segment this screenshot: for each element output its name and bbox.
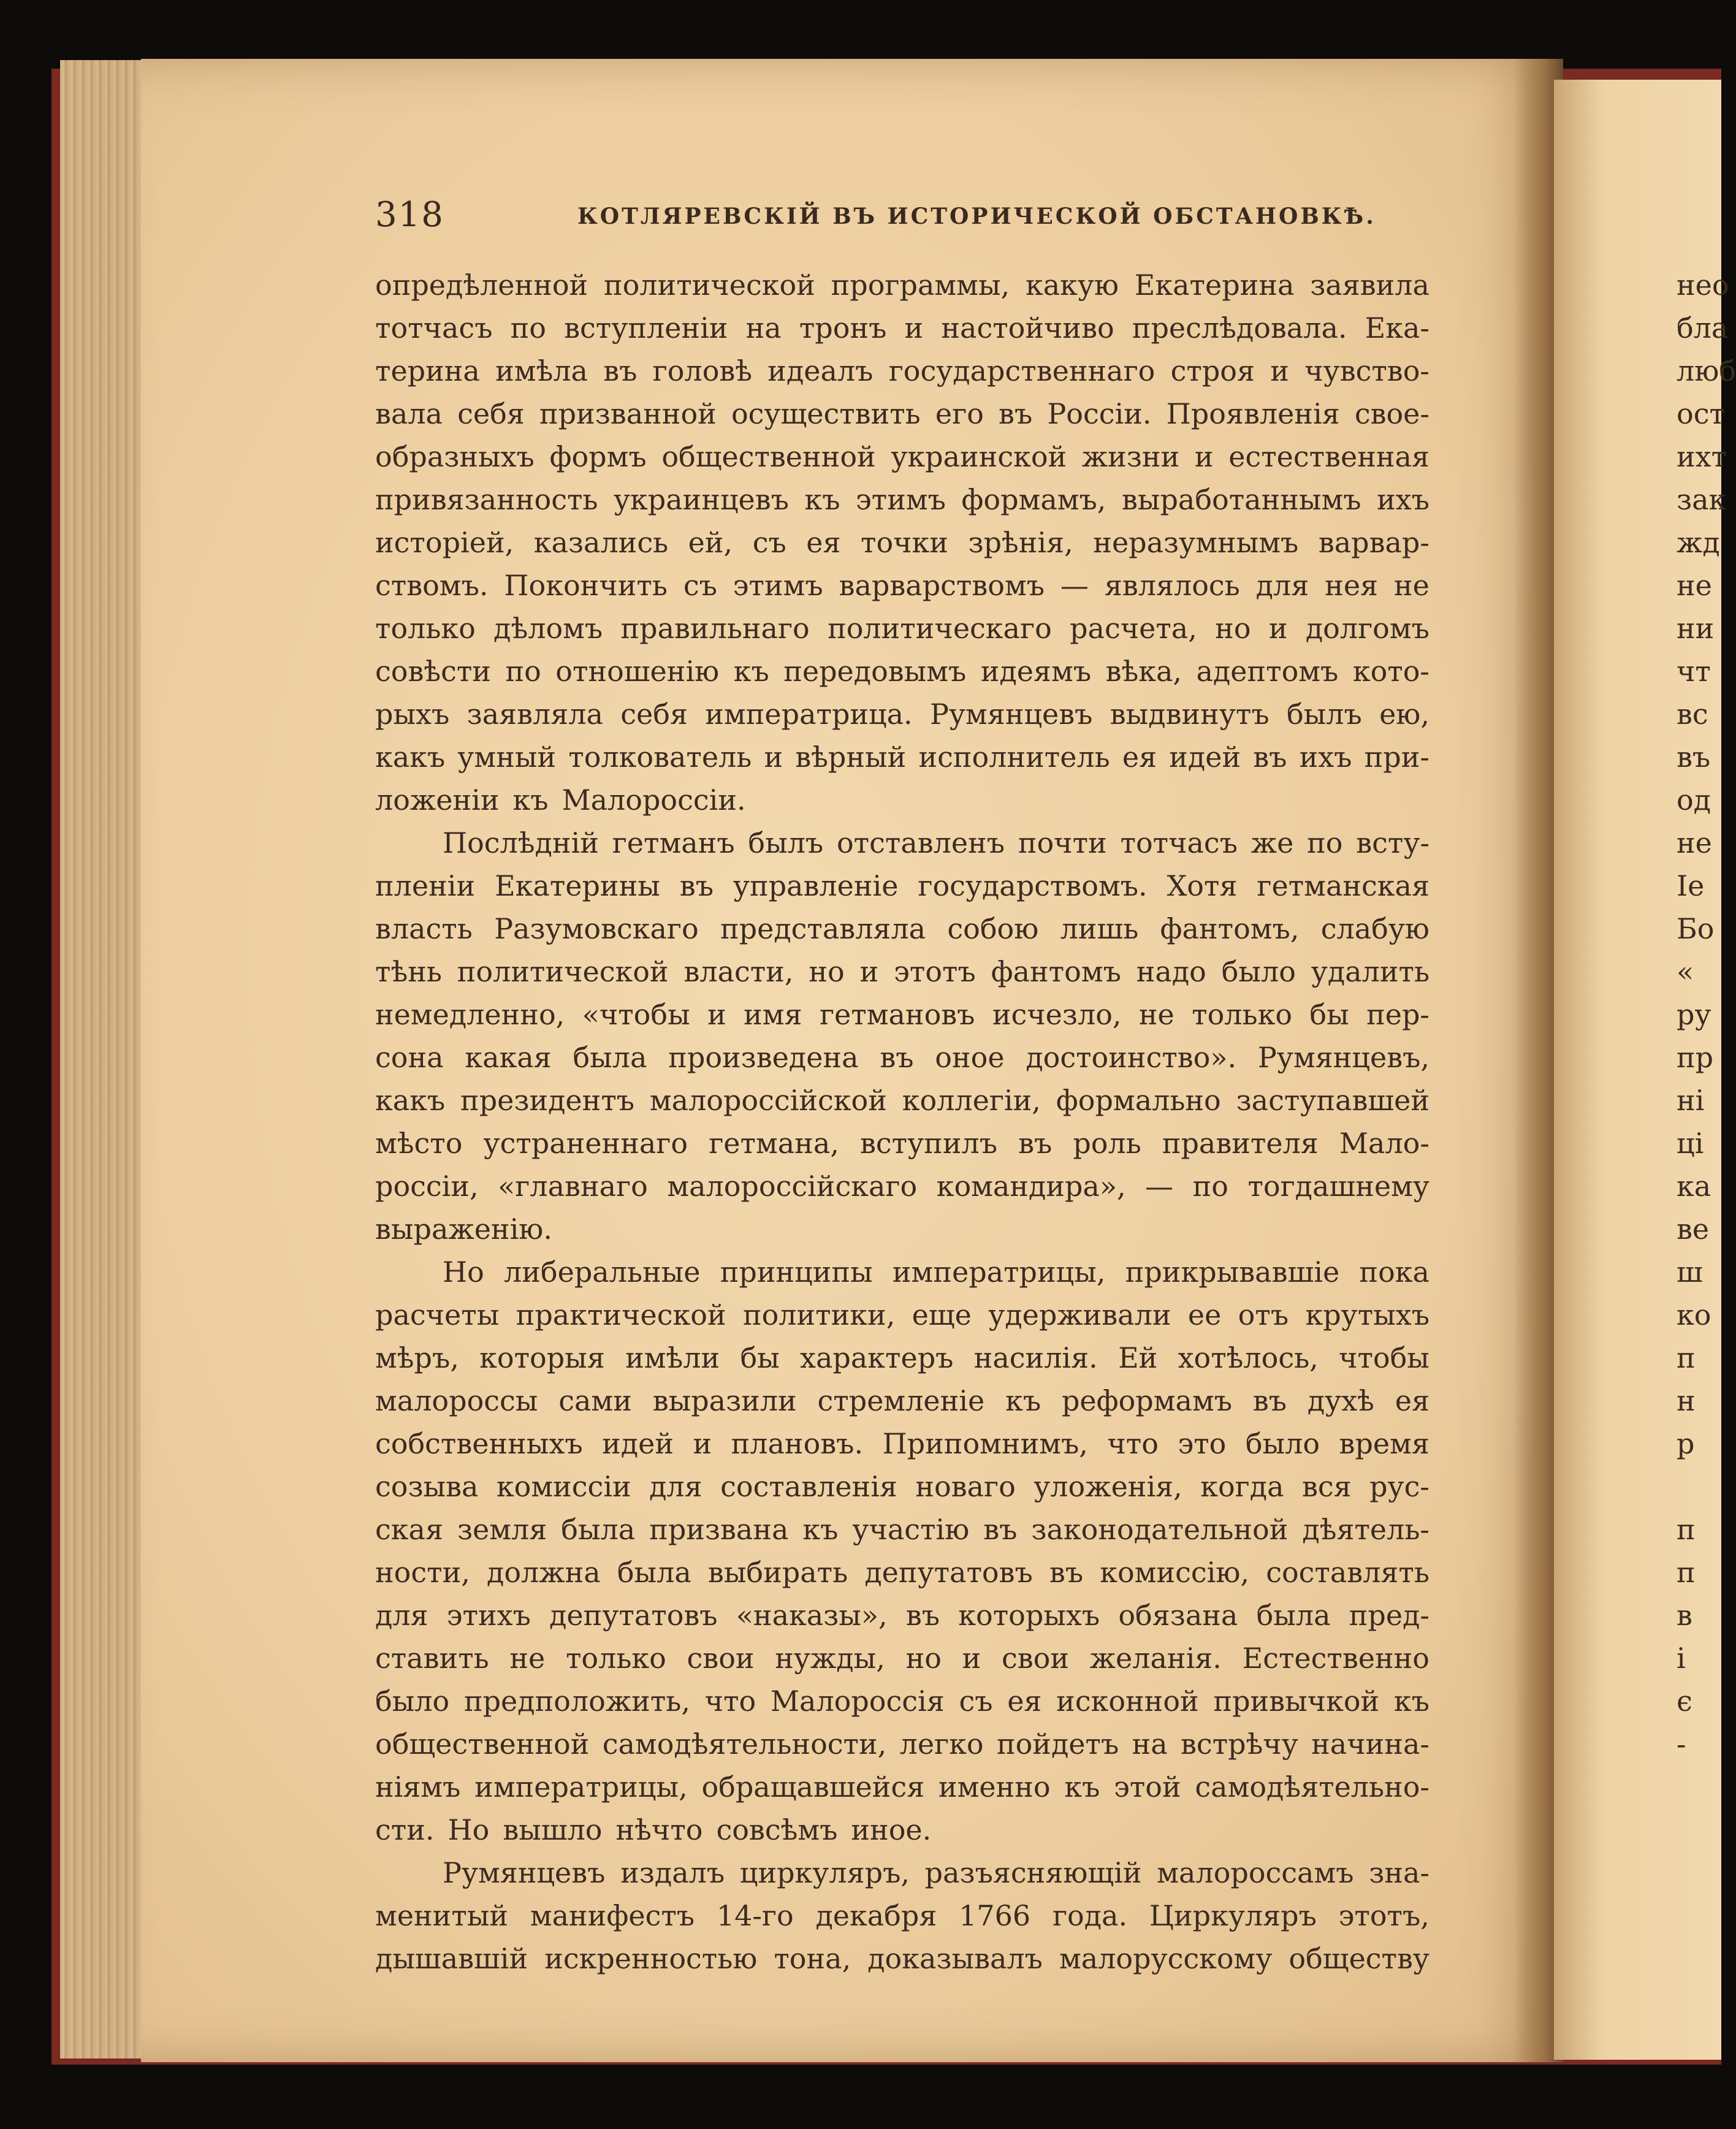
text-line: ставить не только свои нужды, но и свои желанія. Естественно bbox=[375, 1642, 1430, 1675]
right-page-fragment: чт bbox=[1677, 655, 1711, 688]
text-line: вала себя призванной осуществить его въ Россіи. Проявленія свое- bbox=[375, 397, 1430, 430]
text-line: сти. Но вышло нѣчто совсѣмъ иное. bbox=[375, 1813, 932, 1846]
text-line: ніямъ императрицы, обращавшейся именно къ этой самодѣятельно- bbox=[375, 1770, 1430, 1803]
right-page-fragment: ост bbox=[1677, 397, 1725, 430]
right-page-fragment: нео bbox=[1677, 269, 1729, 302]
right-page-fragment bbox=[1677, 1851, 1726, 1894]
right-page-fragment bbox=[1677, 1465, 1726, 1508]
text-line: собственныхъ идей и плановъ. Припомнимъ, что это было время bbox=[375, 1427, 1430, 1460]
right-page-fragment: ве bbox=[1677, 1213, 1710, 1246]
text-line: мѣсто устраненнаго гетмана, вступилъ въ роль правителя Мало- bbox=[375, 1127, 1430, 1160]
right-page-fragment: р bbox=[1677, 1427, 1695, 1460]
text-line: немедленно, «чтобы и имя гетмановъ исчезло, не только бы пер- bbox=[375, 998, 1430, 1031]
text-line: выраженію. bbox=[375, 1213, 552, 1246]
text-line: пленіи Екатерины въ управленіе государствомъ. Хотя гетманская bbox=[375, 869, 1430, 902]
right-page-fragment: ру bbox=[1677, 998, 1711, 1031]
text-line: ствомъ. Покончить съ этимъ варварствомъ — являлось для нея не bbox=[375, 569, 1430, 602]
text-line: какъ умный толкователь и вѣрный исполнитель ея идей въ ихъ при- bbox=[375, 741, 1430, 774]
right-page-fragment: ш bbox=[1677, 1255, 1703, 1289]
right-page-fragment: ко bbox=[1677, 1298, 1711, 1331]
right-page-fragment: в bbox=[1677, 1599, 1692, 1632]
text-line: Румянцевъ издалъ циркуляръ, разъясняющій малороссамъ зна- bbox=[443, 1856, 1430, 1889]
text-line: мѣръ, которыя имѣли бы характеръ насилія. Ей хотѣлось, чтобы bbox=[375, 1341, 1430, 1374]
right-page-fragment: п bbox=[1677, 1341, 1696, 1374]
text-line: совѣсти по отношенію къ передовымъ идеямъ вѣка, адептомъ кото- bbox=[375, 655, 1430, 688]
text-line: дышавшій искренностью тона, доказывалъ малорусскому обществу bbox=[375, 1942, 1430, 1975]
text-line: расчеты практической политики, еще удерживали ее отъ крутыхъ bbox=[375, 1298, 1430, 1331]
text-line: менитый манифестъ 14-го декабря 1766 года. Циркуляръ этотъ, bbox=[375, 1899, 1430, 1932]
right-page-fragment: вс bbox=[1677, 698, 1708, 731]
right-page-fragment: бла bbox=[1677, 311, 1729, 345]
right-page-fragment: - bbox=[1677, 1727, 1686, 1761]
right-page-fragment: Іе bbox=[1677, 869, 1705, 902]
right-page-fragment: і bbox=[1677, 1642, 1686, 1675]
right-page-fragment: н bbox=[1677, 1384, 1696, 1417]
right-page-fragment: п bbox=[1677, 1556, 1696, 1589]
right-page-fragment: въ bbox=[1677, 741, 1711, 774]
right-page-fragment: ці bbox=[1677, 1127, 1704, 1160]
right-page-fragment: пр bbox=[1677, 1041, 1714, 1074]
right-page-fragment: зак bbox=[1677, 483, 1727, 516]
text-line: власть Разумовскаго представляла собою лишь фантомъ, слабую bbox=[375, 912, 1430, 945]
right-page-fragment bbox=[1677, 1808, 1726, 1851]
text-line: сона какая была произведена въ оное достоинство». Румянцевъ, bbox=[375, 1041, 1430, 1074]
running-head bbox=[375, 195, 1430, 240]
right-page-fragment: Бо bbox=[1677, 912, 1715, 945]
right-page-fragment: жд bbox=[1677, 526, 1720, 559]
text-line: россіи, «главнаго малороссійскаго командира», — по тогдашнему bbox=[375, 1170, 1430, 1203]
text-line: Но либеральные принципы императрицы, прикрывавшіе пока bbox=[443, 1255, 1430, 1289]
right-page-fragment: « bbox=[1677, 955, 1694, 988]
text-line: ложеніи къ Малороссіи. bbox=[375, 783, 746, 817]
page-number: 318 bbox=[375, 195, 444, 235]
right-page-fragment: од bbox=[1677, 783, 1711, 817]
right-page-fragment: ка bbox=[1677, 1170, 1711, 1203]
right-page-fragment: ни bbox=[1677, 612, 1715, 645]
text-line: ности, должна была выбирать депутатовъ въ комиссію, составлять bbox=[375, 1556, 1430, 1589]
text-line: какъ президентъ малороссійской коллегіи, формально заступавшей bbox=[375, 1084, 1430, 1117]
text-line: рыхъ заявляла себя императрица. Румянцевъ выдвинутъ былъ ею, bbox=[375, 698, 1430, 731]
text-line: было предположить, что Малороссія съ ея исконной привычкой къ bbox=[375, 1685, 1430, 1718]
text-line: опредѣленной политической программы, какую Екатерина заявила bbox=[375, 269, 1430, 302]
text-line: ская земля была призвана къ участію въ законодательной дѣятель- bbox=[375, 1513, 1430, 1546]
right-page-fragment: є bbox=[1677, 1685, 1692, 1718]
right-page-fragment: ихт bbox=[1677, 440, 1727, 473]
right-page-fragment bbox=[1677, 1765, 1726, 1808]
text-line: Послѣдній гетманъ былъ отставленъ почти тотчасъ же по всту- bbox=[443, 826, 1430, 859]
right-page-fragment: ні bbox=[1677, 1084, 1705, 1117]
text-line: малороссы сами выразили стремленіе къ реформамъ въ духѣ ея bbox=[375, 1384, 1430, 1417]
text-line: созыва комиссіи для составленія новаго уложенія, когда вся рус- bbox=[375, 1470, 1430, 1503]
text-line: привязанность украинцевъ къ этимъ формамъ, выработаннымъ ихъ bbox=[375, 483, 1430, 516]
text-line: образныхъ формъ общественной украинской жизни и естественная bbox=[375, 440, 1430, 473]
body-text bbox=[375, 264, 1430, 1980]
right-page-fragment: п bbox=[1677, 1513, 1696, 1546]
text-line: только дѣломъ правильнаго политическаго расчета, но и долгомъ bbox=[375, 612, 1430, 645]
text-line: терина имѣла въ головѣ идеалъ государственнаго строя и чувство- bbox=[375, 354, 1430, 387]
right-page-fragment: не bbox=[1677, 569, 1712, 602]
running-title: КОТЛЯРЕВСКІЙ ВЪ ИСТОРИЧЕСКОЙ ОБСТАНОВКѢ. bbox=[577, 204, 1376, 229]
right-page-fragment: не bbox=[1677, 826, 1712, 859]
text-line: тѣнь политической власти, но и этотъ фантомъ надо было удалить bbox=[375, 955, 1430, 988]
text-line: общественной самодѣятельности, легко пойдетъ на встрѣчу начина- bbox=[375, 1727, 1430, 1761]
right-page-text-fragments bbox=[1677, 264, 1736, 1894]
text-line: исторіей, казались ей, съ ея точки зрѣнія, неразумнымъ варвар- bbox=[375, 526, 1430, 559]
text-line: тотчасъ по вступленіи на тронъ и настойчиво преслѣдовала. Ека- bbox=[375, 311, 1430, 345]
text-line: для этихъ депутатовъ «наказы», въ которыхъ обязана была пред- bbox=[375, 1599, 1430, 1632]
right-page-fragment: люб bbox=[1677, 354, 1736, 387]
